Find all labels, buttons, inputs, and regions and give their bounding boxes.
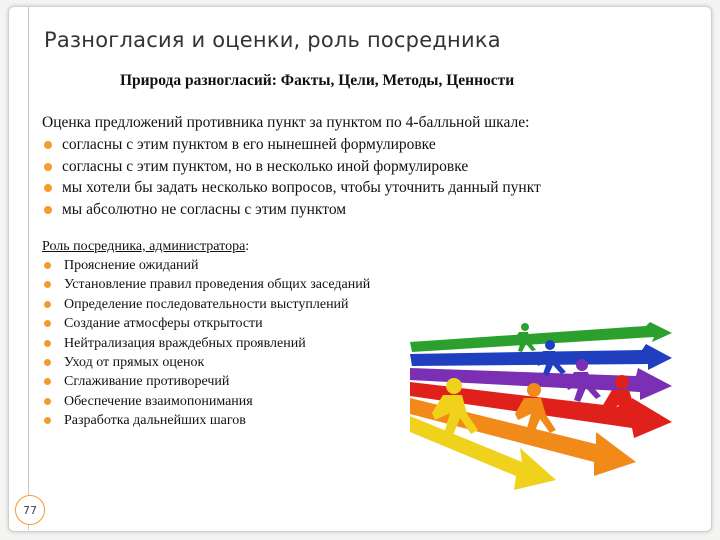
list-item-text: согласны с этим пунктом, но в несколько иной формулировке xyxy=(62,157,469,175)
bullet-icon xyxy=(44,417,51,424)
bullet-icon xyxy=(44,184,52,192)
list-item-text: Создание атмосферы открытости xyxy=(64,316,263,332)
bullet-icon xyxy=(44,359,51,366)
assessment-list xyxy=(42,134,541,221)
list-item-text: Разработка дальнейших шагов xyxy=(64,413,246,429)
bullet-icon xyxy=(44,281,51,288)
list-item xyxy=(42,411,370,430)
list-item-text: Определение последовательности выступлений xyxy=(64,296,349,312)
page-number: 77 xyxy=(15,495,45,525)
list-item xyxy=(42,134,541,156)
list-item xyxy=(42,156,541,178)
list-item-text: Сглаживание противоречий xyxy=(64,374,230,390)
list-item xyxy=(42,372,370,391)
bullet-icon xyxy=(44,206,52,214)
list-item xyxy=(42,334,370,353)
bullet-icon xyxy=(44,378,51,385)
bullet-icon xyxy=(44,320,51,327)
role-heading xyxy=(42,237,370,256)
runners-on-colored-arrows-icon xyxy=(410,320,676,490)
list-item xyxy=(42,353,370,372)
list-item-text: Уход от прямых оценок xyxy=(64,355,205,371)
list-item xyxy=(42,295,370,314)
bullet-icon xyxy=(44,262,51,269)
assessment-intro: Оценка предложений противника пункт за пунктом по 4-балльной шкале: xyxy=(42,114,530,131)
bullet-icon xyxy=(44,398,51,405)
assessment-section xyxy=(42,112,541,221)
list-item-text: Обеспечение взаимопонимания xyxy=(64,393,253,409)
list-item xyxy=(42,256,370,275)
list-item-text: Установление правил проведения общих заседаний xyxy=(64,277,371,293)
role-heading-colon: : xyxy=(245,239,250,254)
list-item xyxy=(42,199,541,221)
role-list xyxy=(42,256,370,431)
list-item-text: Нейтрализация враждебных проявлений xyxy=(64,335,306,351)
list-item-text: Прояснение ожиданий xyxy=(64,258,199,273)
list-item xyxy=(42,177,541,199)
list-item xyxy=(42,392,370,411)
list-item-text: мы хотели бы задать несколько вопросов, чтобы уточнить данный пункт xyxy=(62,179,541,197)
list-item xyxy=(42,275,370,294)
bullet-icon xyxy=(44,141,52,149)
list-item-text: согласны с этим пунктом в его нынешней формулировке xyxy=(62,136,436,153)
slide-subtitle: Природа разногласий: Факты, Цели, Методы, Ценности xyxy=(120,72,515,89)
bullet-icon xyxy=(44,301,51,308)
arrow-green xyxy=(410,322,672,352)
list-item xyxy=(42,314,370,333)
bullet-icon xyxy=(44,340,51,347)
list-item-text: мы абсолютно не согласны с этим пунктом xyxy=(62,201,347,219)
slide-title: Разногласия и оценки, роль посредника xyxy=(44,28,501,52)
role-heading-text: Роль посредника, администратора xyxy=(42,239,246,254)
left-margin-rule xyxy=(28,6,29,530)
role-section xyxy=(42,237,370,431)
bullet-icon xyxy=(44,163,52,171)
